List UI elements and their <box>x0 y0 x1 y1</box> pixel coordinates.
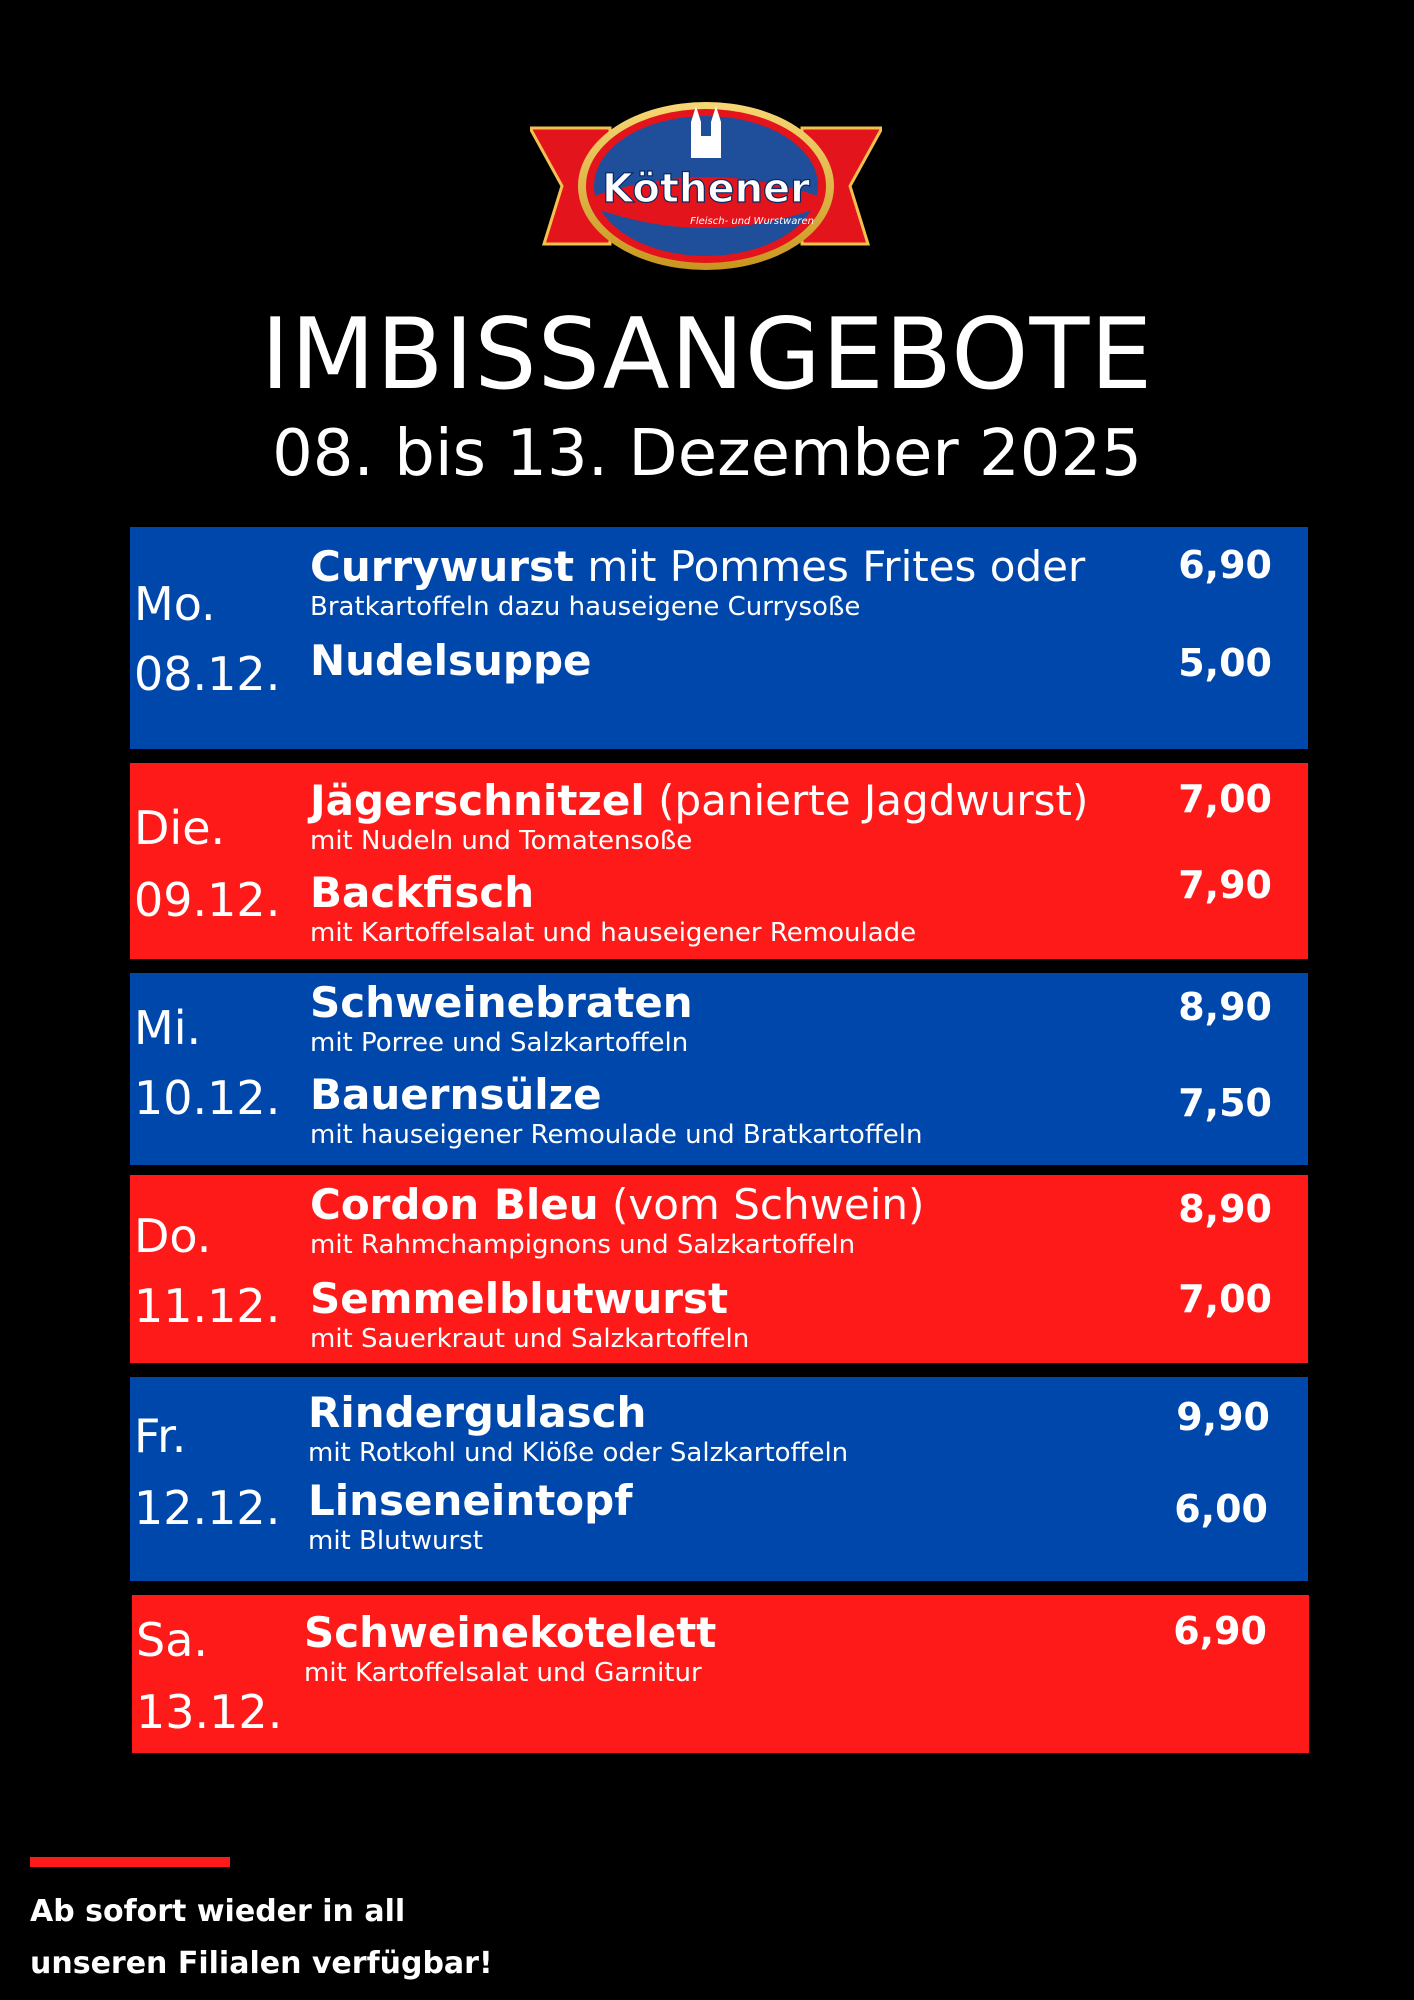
menu-item <box>310 979 1290 1059</box>
day-date: 10.12. <box>134 1071 281 1125</box>
day-block-friday <box>130 1377 1308 1581</box>
day-date: 12.12. <box>134 1481 281 1535</box>
item-name: Rindergulasch <box>308 1388 647 1437</box>
item-price: 8,90 <box>1178 1187 1272 1231</box>
item-description: mit Kartoffelsalat und hauseigener Remoulade <box>310 918 917 948</box>
item-name: Backfisch <box>310 868 535 917</box>
availability-note <box>30 1886 630 1990</box>
menu-item <box>310 869 1290 949</box>
item-description: mit Rahmchampignons und Salzkartoffeln <box>310 1230 856 1260</box>
item-description: mit Porree und Salzkartoffeln <box>310 1028 689 1058</box>
item-price: 6,90 <box>1178 543 1272 587</box>
item-name: Schweinebraten <box>310 978 693 1027</box>
item-name: Schweinekotelett <box>304 1608 717 1657</box>
item-price: 7,00 <box>1178 1277 1272 1321</box>
menu-item <box>310 1071 1290 1151</box>
item-name: Cordon Bleu <box>310 1180 599 1229</box>
item-description: mit Nudeln und Tomatensoße <box>310 826 693 856</box>
item-name: Currywurst <box>310 542 575 591</box>
item-name: Bauernsülze <box>310 1070 602 1119</box>
item-name: Linseneintopf <box>308 1476 633 1525</box>
item-extra: mit Pommes Frites oder <box>574 542 1086 591</box>
item-description: mit hauseigener Remoulade und Bratkartoffeln <box>310 1120 923 1150</box>
menu-item <box>304 1609 1284 1689</box>
day-date: 09.12. <box>134 873 281 927</box>
item-extra: (panierte Jagdwurst) <box>644 776 1089 825</box>
menu-item <box>310 1181 1290 1261</box>
item-name: Nudelsuppe <box>310 636 592 685</box>
item-description: Bratkartoffeln dazu hauseigene Currysoße <box>310 592 861 622</box>
item-name: Semmelblutwurst <box>310 1274 729 1323</box>
koethener-logo <box>530 98 882 274</box>
date-range: 08. bis 13. Dezember 2025 <box>272 417 1142 491</box>
item-description: mit Rotkohl und Klöße oder Salzkartoffeln <box>308 1438 849 1468</box>
day-name: Mi. <box>134 1001 202 1055</box>
day-block-saturday <box>132 1595 1309 1753</box>
item-price: 6,90 <box>1173 1609 1267 1653</box>
day-date: 08.12. <box>134 647 281 701</box>
item-price: 7,90 <box>1178 863 1272 907</box>
day-block-monday <box>130 527 1308 749</box>
note-line-2: unseren Filialen verfügbar! <box>30 1946 493 1981</box>
page-title: IMBISSANGEBOTE <box>260 298 1154 412</box>
day-block-thursday <box>130 1175 1308 1363</box>
menu-item <box>310 637 1290 685</box>
day-date: 11.12. <box>134 1279 281 1333</box>
item-description: mit Sauerkraut und Salzkartoffeln <box>310 1324 750 1354</box>
day-name: Do. <box>134 1209 212 1263</box>
item-price: 8,90 <box>1178 985 1272 1029</box>
day-block-tuesday <box>130 763 1308 959</box>
menu-item <box>310 777 1290 857</box>
item-price: 5,00 <box>1178 641 1272 685</box>
item-price: 7,50 <box>1178 1081 1272 1125</box>
menu-item <box>310 543 1290 623</box>
accent-bar <box>30 1857 230 1867</box>
day-date: 13.12. <box>136 1685 283 1739</box>
day-name: Die. <box>134 801 226 855</box>
item-description: mit Blutwurst <box>308 1526 483 1556</box>
menu-item <box>308 1389 1288 1469</box>
day-block-wednesday <box>130 973 1308 1165</box>
item-extra: (vom Schwein) <box>598 1180 925 1229</box>
svg-text:Köthener: Köthener <box>602 166 810 212</box>
day-name: Fr. <box>134 1409 187 1463</box>
svg-text:Fleisch- und Wurstwaren: Fleisch- und Wurstwaren <box>690 216 814 227</box>
item-price: 6,00 <box>1174 1487 1268 1531</box>
item-price: 7,00 <box>1178 777 1272 821</box>
item-description: mit Kartoffelsalat und Garnitur <box>304 1658 702 1688</box>
menu-item <box>308 1477 1288 1557</box>
day-name: Sa. <box>136 1613 209 1667</box>
item-name: Jägerschnitzel <box>310 776 645 825</box>
item-price: 9,90 <box>1176 1395 1270 1439</box>
note-line-1: Ab sofort wieder in all <box>30 1894 406 1929</box>
menu-item <box>310 1275 1290 1355</box>
day-name: Mo. <box>134 577 216 631</box>
